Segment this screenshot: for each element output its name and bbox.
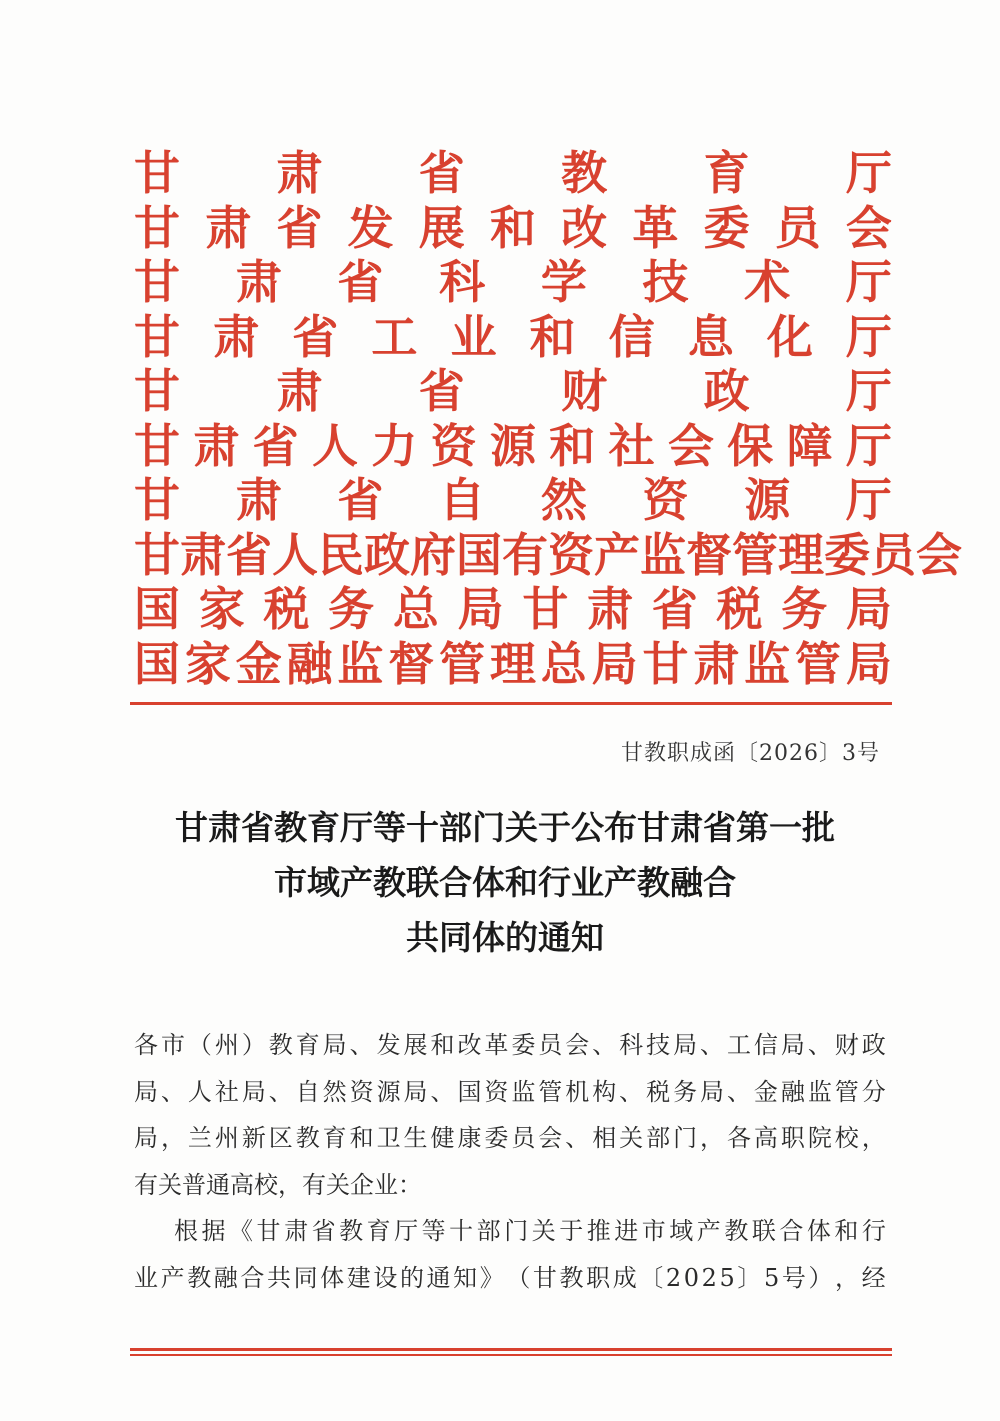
char: ， [700,1124,725,1152]
char: 发 [376,1031,401,1059]
char: 委 [824,527,870,582]
char: 行 [861,1217,886,1245]
char: 、 [619,1077,644,1106]
char: 甘 [134,473,180,528]
authority-line [134,527,962,583]
char: 员 [774,200,821,255]
char: 职 [586,1263,611,1292]
char: 分 [861,1077,886,1106]
char: 革 [632,200,679,255]
char: 员 [870,527,916,582]
char: 会 [538,1124,563,1152]
char: （ [506,1263,531,1292]
char: 关 [619,1124,644,1152]
char: 监 [511,1077,536,1106]
char: 务 [328,582,375,637]
char: 根 [174,1217,198,1245]
authority-line [134,201,892,256]
char: 障 [786,418,833,473]
char: 局 [673,1031,698,1059]
char: 甘 [256,1217,281,1245]
char: 督 [686,527,732,582]
char: 会 [667,418,714,473]
char: 展 [403,1031,428,1059]
char: 同 [293,1263,318,1292]
char: 的 [399,1263,424,1292]
char: 厅 [845,473,892,528]
char: 信 [608,309,655,364]
char: 保 [727,418,774,473]
char: ， [835,1263,860,1292]
char: 甘 [522,582,569,637]
char: 国 [134,582,180,637]
char: 监 [807,1077,832,1106]
char: ） [241,1031,266,1059]
char: 然 [322,1077,347,1106]
char: 肃 [213,309,260,364]
char: 自 [295,1077,320,1106]
char: 产 [160,1263,185,1292]
char: 厅 [394,1217,419,1245]
char: 5 [719,1263,735,1292]
char: 国 [134,636,180,691]
char: 教 [559,1263,584,1292]
char: 教 [339,1217,364,1245]
char: 自 [439,473,486,528]
char: 甘 [134,146,180,201]
char: 金 [235,636,282,691]
char: 资 [548,527,594,582]
char: 厅 [845,418,892,473]
char: 融 [780,1077,805,1106]
char: 工 [371,309,418,364]
char: 局 [700,1077,725,1106]
char: 厅 [845,255,892,310]
recipients-line [134,1022,886,1069]
char: 5 [763,1263,780,1292]
authority-line [134,473,892,528]
char: 、 [160,1077,185,1106]
char: 州 [214,1031,239,1059]
char: 共 [266,1263,291,1292]
char: （ [187,1031,212,1059]
char: 税 [716,582,763,637]
char: 、 [726,1077,751,1106]
char: 科 [439,255,486,310]
char: 局 [403,1077,428,1106]
char: 管 [732,527,778,582]
char: 甘 [134,200,180,255]
char: 肃 [284,1217,309,1245]
char: 肃 [193,418,240,473]
char: 各 [134,1031,158,1059]
char: 和 [430,1031,455,1059]
char: 厅 [845,146,892,201]
char: ， [861,1124,886,1152]
char: 成 [612,1263,637,1292]
char: 理 [489,636,536,691]
char: 于 [559,1217,584,1245]
char: 局 [457,582,504,637]
char: 管 [794,636,841,691]
char: 融 [213,1263,238,1292]
char: 肃 [205,200,252,255]
char: 肃 [276,364,323,419]
char: 业 [134,1263,158,1292]
char: 经 [861,1263,886,1292]
char: 教 [561,146,608,201]
char: 政 [703,364,750,419]
char: 肃 [235,473,282,528]
char: 门 [504,1217,529,1245]
char: 资 [642,473,689,528]
char: 务 [781,582,828,637]
authority-line [134,146,892,201]
char: 国 [456,527,502,582]
char: 管 [538,1077,563,1106]
char: 政 [861,1031,886,1059]
char: 监 [337,636,384,691]
char: 监 [744,636,791,691]
char: 联 [751,1217,776,1245]
char: 息 [687,309,734,364]
char: ） [808,1263,833,1292]
char: 2 [665,1263,682,1292]
char: 体 [320,1263,345,1292]
char: 关 [531,1217,556,1245]
char: 州 [214,1124,239,1152]
char: 科 [619,1031,644,1059]
char: 人 [272,527,318,582]
char: 甘 [134,418,180,473]
char: 技 [646,1031,671,1059]
char: 和 [349,1124,374,1152]
char: 人 [311,418,358,473]
char: 术 [744,255,791,310]
char: 和 [549,418,596,473]
char: 税 [263,582,310,637]
footer-divider-thick [130,1348,892,1351]
char: 政 [364,527,410,582]
char: 甘 [134,364,180,419]
char: 管 [439,636,486,691]
char: 省 [252,418,299,473]
char: 局 [591,636,638,691]
char: 据 [201,1217,226,1245]
char: 育 [366,1217,391,1245]
char: 和 [529,309,576,364]
char: 务 [673,1077,698,1106]
header-divider [130,702,892,705]
char: 〔 [639,1263,664,1292]
char: 技 [642,255,689,310]
char: 育 [322,1124,347,1152]
authority-line [134,364,892,419]
char: 督 [388,636,435,691]
char: 推 [586,1217,611,1245]
char: 社 [214,1077,239,1106]
char: 、 [565,1124,590,1152]
char: 委 [703,200,750,255]
char: 化 [766,309,813,364]
char: 构 [592,1077,617,1106]
document-title [120,800,890,965]
char: 局 [845,582,892,637]
char: 总 [540,636,587,691]
char: 委 [484,1124,509,1152]
char: 家 [198,582,245,637]
char: 省 [292,309,339,364]
authority-line [134,582,892,637]
char: 教 [268,1031,293,1059]
char: 展 [418,200,465,255]
issuing-authorities-header [134,146,962,691]
char: 金 [753,1077,778,1106]
char: 委 [511,1031,536,1059]
char: 、 [349,1031,374,1059]
char: 甘 [642,636,689,691]
char: 厅 [845,309,892,364]
char: 生 [403,1124,428,1152]
char: 体 [806,1217,831,1245]
paragraph-line [134,1208,886,1255]
char: 肃 [587,582,634,637]
recipients-line [134,1115,886,1162]
char: 育 [703,146,750,201]
char: 、 [430,1077,455,1106]
char: 建 [346,1263,371,1292]
char: 市 [641,1217,666,1245]
char: 源 [489,418,536,473]
char: 〕 [737,1263,762,1292]
char: 信 [753,1031,778,1059]
char: 力 [371,418,418,473]
char: 总 [392,582,439,637]
char: 肃 [180,527,226,582]
char: 理 [778,527,824,582]
char: 肃 [693,636,740,691]
char: 甘 [134,527,180,582]
char: 家 [184,636,231,691]
title-line: 甘肃省教育厅等十部门关于公布甘肃省第一批 [175,808,835,847]
char: 员 [511,1124,536,1152]
char: 员 [538,1031,563,1059]
char: 局 [241,1077,266,1106]
char: 部 [646,1124,671,1152]
char: 省 [276,200,323,255]
char: 相 [592,1124,617,1152]
char: 省 [418,146,465,201]
char: 省 [651,582,698,637]
char: 、 [807,1031,832,1059]
char: 国 [457,1077,482,1106]
char: 资 [349,1077,374,1106]
char: 2 [701,1263,717,1292]
char: 局 [322,1031,347,1059]
char: 和 [834,1217,859,1245]
char: 业 [450,309,497,364]
char: 改 [561,200,608,255]
char: 市 [160,1031,185,1059]
char: 部 [476,1217,501,1245]
char: 府 [410,527,456,582]
char: 机 [565,1077,590,1106]
char: 院 [807,1124,832,1152]
char: 产 [594,527,640,582]
char: 健 [430,1124,455,1152]
authority-line [134,419,892,474]
char: 、 [268,1077,293,1106]
char: 省 [418,364,465,419]
char: 知 [453,1263,478,1292]
char: 肃 [235,255,282,310]
char: 康 [457,1124,482,1152]
char: 卫 [376,1124,401,1152]
char: 监 [640,527,686,582]
char: 省 [226,527,272,582]
authority-line [134,637,892,692]
char: 有 [502,527,548,582]
char: 职 [780,1124,805,1152]
char: ， [160,1124,185,1152]
char: 社 [608,418,655,473]
char: 人 [187,1077,212,1106]
char: 肃 [276,146,323,201]
char: 教 [724,1217,749,1245]
char: 源 [744,473,791,528]
char: 甘 [134,255,180,310]
title-line: 市域产教联合体和行业产教融合 [274,863,736,902]
char: 甘 [134,309,180,364]
char: 然 [540,473,587,528]
char: 兰 [187,1124,212,1152]
char: 改 [457,1031,482,1059]
title-line: 共同体的通知 [406,918,604,957]
char: 会 [916,527,962,582]
char: 省 [337,255,384,310]
char: 资 [430,418,477,473]
char: 资 [484,1077,509,1106]
char: 革 [484,1031,509,1059]
char: 融 [286,636,333,691]
char: 新 [241,1124,266,1152]
char: 通 [426,1263,451,1292]
char: 、 [592,1031,617,1059]
char: 合 [240,1263,265,1292]
char: 局 [780,1031,805,1059]
char: 局 [134,1077,158,1106]
char: 门 [673,1124,698,1152]
char: 设 [373,1263,398,1292]
char: 区 [268,1124,293,1152]
char: 校 [834,1124,859,1152]
footer-divider-thin [130,1354,892,1356]
char: 合 [779,1217,804,1245]
char: 源 [376,1077,401,1106]
char: 财 [561,364,608,419]
char: 各 [726,1124,751,1152]
char: 域 [669,1217,694,1245]
char: 教 [295,1124,320,1152]
char: 发 [347,200,394,255]
char: 进 [614,1217,639,1245]
char: 会 [845,200,892,255]
char: 等 [421,1217,446,1245]
char: 财 [834,1031,859,1059]
document-number: 甘教职成函〔2026〕3号 [621,741,880,766]
char: 局 [845,636,892,691]
char: 十 [449,1217,474,1245]
char: 0 [683,1263,700,1292]
char: 教 [187,1263,212,1292]
recipients-line: 有关普通高校，有关企业： [134,1170,422,1199]
char: 厅 [845,364,892,419]
authority-line [134,310,892,365]
char: 会 [565,1031,590,1059]
char: 局 [134,1124,158,1152]
char: 》 [479,1263,504,1292]
char: 高 [753,1124,778,1152]
char: 产 [696,1217,721,1245]
char: 管 [834,1077,859,1106]
char: 《 [229,1217,254,1245]
char: 学 [540,255,587,310]
recipients-line [134,1069,886,1116]
authority-line [134,255,892,310]
char: 和 [489,200,536,255]
char: 省 [311,1217,336,1245]
char: 税 [646,1077,671,1106]
paragraph-line [134,1255,886,1302]
char: 甘 [532,1263,557,1292]
char: 、 [700,1031,725,1059]
char: 工 [726,1031,751,1059]
char: 号 [781,1263,806,1292]
document-body [134,1022,886,1301]
char: 民 [318,527,364,582]
char: 育 [295,1031,320,1059]
char: 省 [337,473,384,528]
